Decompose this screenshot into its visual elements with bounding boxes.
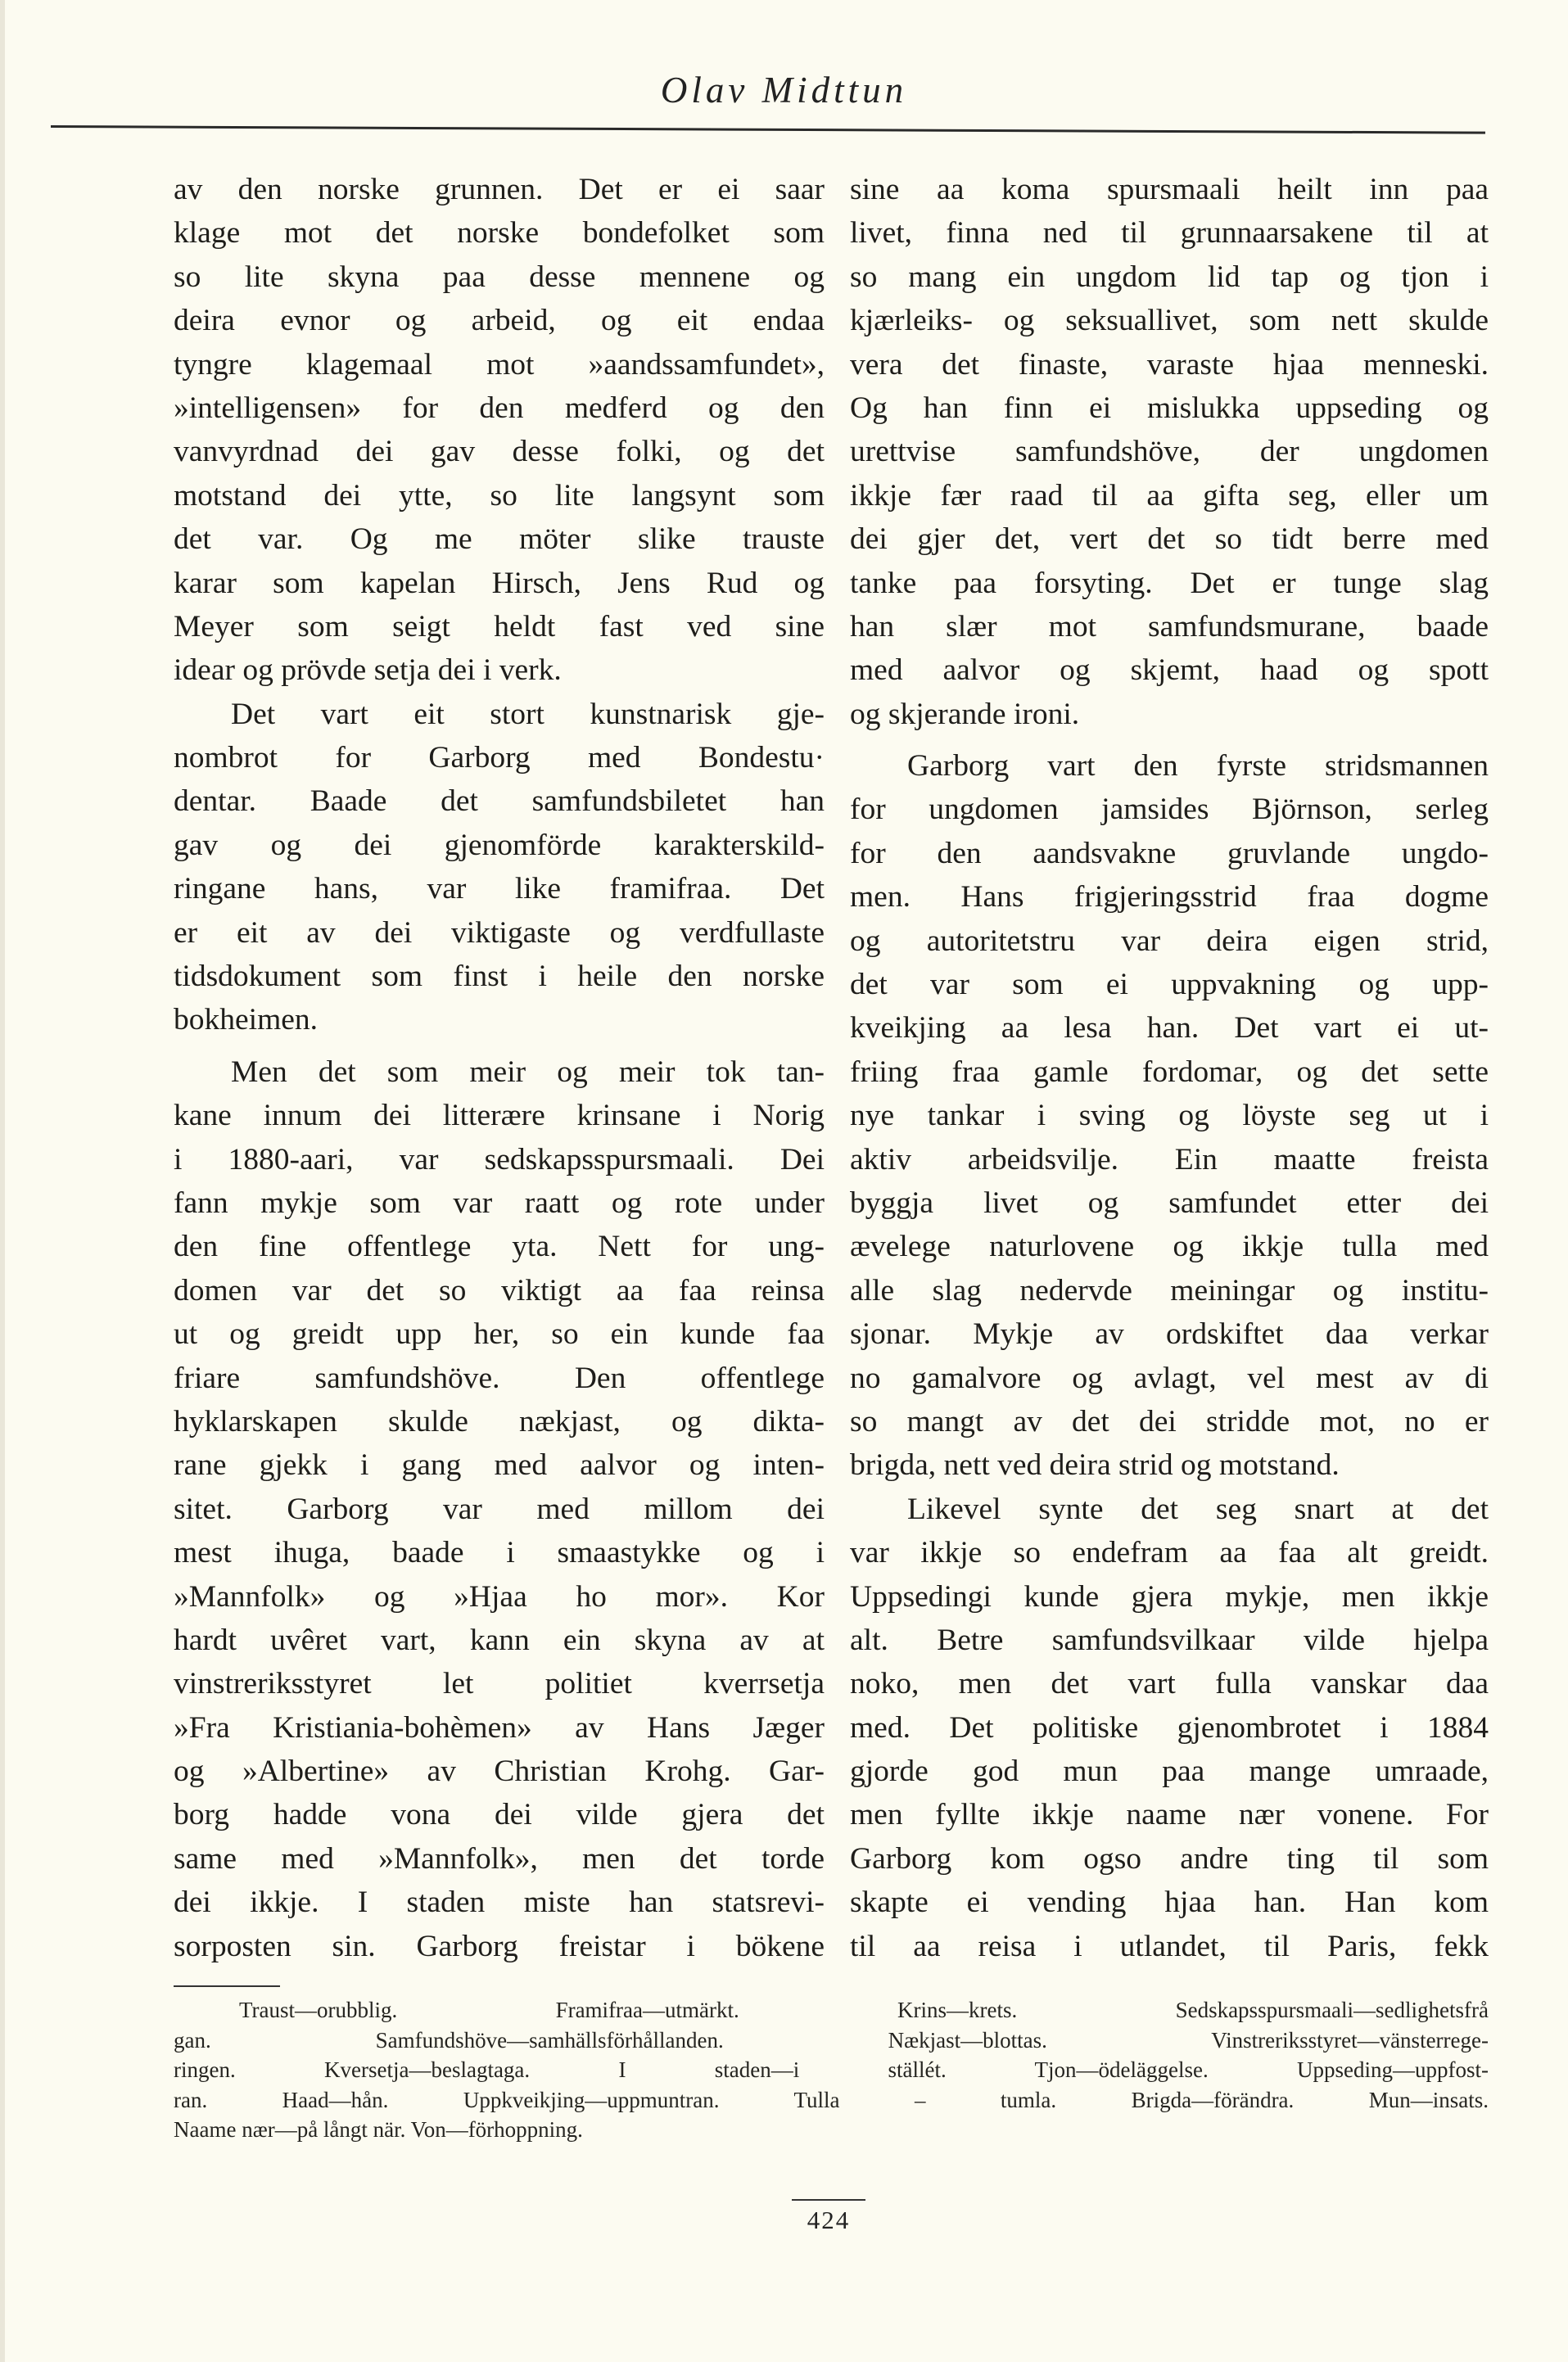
text-line: alt. Betre samfundsvilkaar vilde hjelpa xyxy=(850,1623,1489,1657)
paragraph-start: Garborg vart den fyrste stridsmannen xyxy=(907,749,1489,784)
text-line: kjærleiks- og seksuallivet, som nett skulde xyxy=(850,304,1489,338)
footnote-line: Traust—orubblig. Framifraa—utmärkt. Krins—krets. Sedskapsspursmaali—sedlighetsfrå xyxy=(239,1998,1489,2022)
text-line: livet, finna ned til grunnaarsakene til at xyxy=(850,216,1489,251)
text-line: rane gjekk i gang med aalvor og inten- xyxy=(174,1448,825,1483)
text-line: bokheimen. xyxy=(174,1003,319,1037)
paragraph-start: Men det som meir og meir tok tan- xyxy=(231,1055,825,1089)
text-line: gjorde god mun paa mange umraade, xyxy=(850,1755,1489,1789)
paragraph-gap xyxy=(174,1042,825,1050)
text-line: og autoritetstru var deira eigen strid, xyxy=(850,924,1489,958)
running-title: Olav Midttun xyxy=(660,70,908,111)
footnotes-glossary xyxy=(174,1995,1489,2145)
footnote-line: Naame nær—på långt när. Von—förhoppning. xyxy=(174,2117,583,2142)
text-line: deira evnor og arbeid, og eit endaa xyxy=(174,304,825,338)
text-line: med. Det politiske gjenombrotet i 1884 xyxy=(850,1710,1489,1745)
text-line: men. Hans frigjeringsstrid fraa dogme xyxy=(850,880,1489,915)
paragraph-start: Det vart eit stort kunstnarisk gje- xyxy=(231,697,825,731)
text-line: for ungdomen jamsides Björnson, serleg xyxy=(850,793,1489,827)
text-line: Garborg kom ogso andre ting til som xyxy=(850,1841,1489,1876)
text-line: dei ikkje. I staden miste han statsrevi- xyxy=(174,1886,825,1920)
text-line: ævelege naturlovene og ikkje tulla med xyxy=(850,1230,1489,1264)
text-line: byggja livet og samfundet etter dei xyxy=(850,1186,1489,1220)
text-line: kane innum dei litterære krinsane i Norig xyxy=(174,1099,825,1133)
text-line: og »Albertine» av Christian Krohg. Gar- xyxy=(174,1755,825,1789)
text-line: so mangt av det dei stridde mot, no er xyxy=(850,1404,1489,1438)
text-line: vanvyrdnad dei gav desse folki, og det xyxy=(174,435,825,469)
text-line: av den norske grunnen. Det er ei saar xyxy=(174,173,825,206)
text-line: tanke paa forsyting. Det er tunge slag xyxy=(850,566,1489,600)
footnote-line: ringen. Kversetja—beslagtaga. I staden—i ställét. Tjon—ödeläggelse. Uppseding—uppfost- xyxy=(174,2057,1489,2082)
text-line: ringane hans, var like framifraa. Det xyxy=(174,872,825,906)
text-line: noko, men det vart fulla vanskar daa xyxy=(850,1667,1489,1701)
text-line: friare samfundshöve. Den offentlege xyxy=(174,1361,825,1395)
text-line: Uppsedingi kunde gjera mykje, men ikkje xyxy=(850,1579,1489,1614)
text-line: »Fra Kristiania-bohèmen» av Hans Jæger xyxy=(174,1710,825,1745)
text-line: so lite skyna paa desse mennene og xyxy=(174,260,825,294)
text-line: gav og dei gjenomförde karakterskild- xyxy=(174,828,825,862)
text-line: idear og prövde setja dei i verk. xyxy=(174,653,562,688)
text-line: det var som ei uppvakning og upp- xyxy=(850,968,1489,1002)
text-line: fann mykje som var raatt og rote under xyxy=(174,1186,825,1220)
text-line: tidsdokument som finst i heile den norske xyxy=(174,960,825,994)
text-line: sorposten sin. Garborg freistar i bökene xyxy=(174,1929,825,1963)
text-line: i 1880-aari, var sedskapsspursmaali. Dei xyxy=(174,1142,825,1176)
text-line: er eit av dei viktigaste og verdfullaste xyxy=(174,915,825,950)
text-line: borg hadde vona dei vilde gjera det xyxy=(174,1798,825,1832)
text-line: same med »Mannfolk», men det torde xyxy=(174,1841,825,1876)
text-line: det var. Og me möter slike trauste xyxy=(174,522,825,557)
text-line: ut og greidt upp her, so ein kunde faa xyxy=(174,1317,825,1352)
text-line: aktiv arbeidsvilje. Ein maatte freista xyxy=(850,1142,1489,1176)
text-line: nombrot for Garborg med Bondestu· xyxy=(174,741,825,775)
text-line: so mang ein ungdom lid tap og tjon i xyxy=(850,260,1489,294)
text-line: skapte ei vending hjaa han. Han kom xyxy=(850,1886,1489,1920)
text-line: han slær mot samfundsmurane, baade xyxy=(850,609,1489,644)
text-line: kveikjing aa lesa han. Det vart ei ut- xyxy=(850,1011,1489,1046)
text-line: til aa reisa i utlandet, til Paris, fekk xyxy=(850,1929,1489,1963)
text-line: brigda, nett ved deira strid og motstand. xyxy=(850,1448,1340,1483)
text-line: dei gjer det, vert det so tidt berre med xyxy=(850,522,1489,557)
text-line: men fyllte ikkje naame nær vonene. For xyxy=(850,1798,1489,1832)
text-line: friing fraa gamle fordomar, og det sette xyxy=(850,1055,1489,1089)
text-line: karar som kapelan Hirsch, Jens Rud og xyxy=(174,566,825,600)
text-line: motstand dei ytte, so lite langsynt som xyxy=(174,478,825,513)
text-line: den fine offentlege yta. Nett for ung- xyxy=(174,1230,825,1264)
text-line: nye tankar i sving og löyste seg ut i xyxy=(850,1099,1489,1133)
text-line: tyngre klagemaal mot »aandssamfundet», xyxy=(174,347,825,382)
text-line: Meyer som seigt heldt fast ved sine xyxy=(174,609,825,644)
paragraph-start: Likevel synte det seg snart at det xyxy=(907,1492,1489,1526)
text-line: sitet. Garborg var med millom dei xyxy=(174,1492,825,1526)
text-line: for den aandsvakne gruvlande ungdo- xyxy=(850,836,1489,870)
text-line: domen var det so viktigt aa faa reinsa xyxy=(174,1273,825,1307)
paragraph-gap xyxy=(850,736,1489,744)
text-line: var ikkje so endefram aa faa alt greidt. xyxy=(850,1536,1489,1570)
text-line: no gamalvore og avlagt, vel mest av di xyxy=(850,1361,1489,1395)
text-line: klage mot det norske bondefolket som xyxy=(174,216,825,251)
header-rule xyxy=(51,125,1485,134)
page-number-rule xyxy=(792,2199,865,2201)
footnote-rule xyxy=(174,1985,280,1987)
text-line: mest ihuga, baade i smaastykke og i xyxy=(174,1536,825,1570)
text-line: vinstreriksstyret let politiet kverrsetja xyxy=(174,1667,825,1701)
text-line: ikkje fær raad til aa gifta seg, eller um xyxy=(850,478,1489,513)
text-line: sjonar. Mykje av ordskiftet daa verkar xyxy=(850,1317,1489,1352)
text-line: vera det finaste, varaste hjaa menneski. xyxy=(850,347,1489,382)
text-line: hardt uvêret vart, kann ein skyna av at xyxy=(174,1623,825,1657)
text-line: dentar. Baade det samfundsbiletet han xyxy=(174,784,825,819)
page-edge xyxy=(0,0,5,2362)
text-line: hyklarskapen skulde nækjast, og dikta- xyxy=(174,1404,825,1438)
footnote-line: gan. Samfundshöve—samhällsförhållanden. Nækjast—blottas. Vinstreriksstyret—vänsterrege- xyxy=(174,2027,1489,2053)
text-line: »Mannfolk» og »Hjaa ho mor». Kor xyxy=(174,1579,825,1614)
right-column xyxy=(850,168,1489,1968)
footnote-line: ran. Haad—hån. Uppkveikjing—uppmuntran. Tulla – tumla. Brigda—förändra. Mun—insats. xyxy=(174,2087,1489,2112)
text-line: og skjerande ironi. xyxy=(850,697,1080,731)
text-line: urettvise samfundshöve, der ungdomen xyxy=(850,435,1489,469)
left-column xyxy=(174,168,825,1968)
page-number: 424 xyxy=(807,2206,851,2234)
text-line: »intelligensen» for den medferd og den xyxy=(174,391,825,425)
text-line: sine aa koma spursmaali heilt inn paa xyxy=(850,173,1489,206)
text-line: Og han finn ei mislukka uppseding og xyxy=(850,391,1489,425)
text-line: med aalvor og skjemt, haad og spott xyxy=(850,653,1489,688)
text-line: alle slag nedervde meiningar og institu- xyxy=(850,1273,1489,1307)
